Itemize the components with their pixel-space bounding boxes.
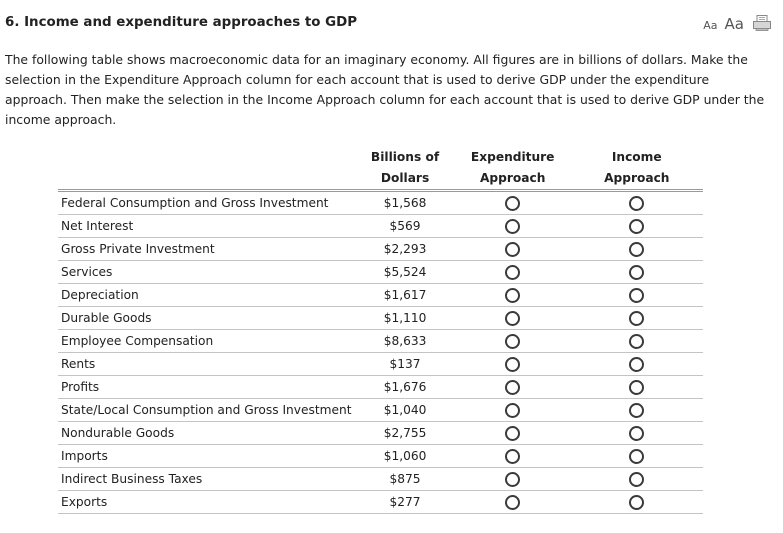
table-row xyxy=(58,307,703,330)
income-radio[interactable] xyxy=(629,403,644,418)
table-row xyxy=(58,445,703,468)
income-radio[interactable] xyxy=(629,196,644,211)
expenditure-radio[interactable] xyxy=(505,426,520,441)
expenditure-cell xyxy=(455,422,571,445)
income-cell xyxy=(571,307,703,330)
table-row xyxy=(58,284,703,307)
account-amount: $2,293 xyxy=(355,238,455,261)
table-row xyxy=(58,353,703,376)
account-amount: $5,524 xyxy=(355,261,455,284)
expenditure-radio[interactable] xyxy=(505,288,520,303)
account-amount: $2,755 xyxy=(355,422,455,445)
account-column-header xyxy=(58,168,355,191)
account-amount: $277 xyxy=(355,491,455,514)
account-amount: $1,110 xyxy=(355,307,455,330)
account-amount: $137 xyxy=(355,353,455,376)
account-column-header xyxy=(58,147,355,168)
income-cell xyxy=(571,399,703,422)
expenditure-radio[interactable] xyxy=(505,449,520,464)
income-radio[interactable] xyxy=(629,495,644,510)
account-name: Employee Compensation xyxy=(58,330,355,353)
income-column-header-line1: Income xyxy=(611,150,662,164)
expenditure-cell xyxy=(455,261,571,284)
account-name: Depreciation xyxy=(58,284,355,307)
expenditure-radio[interactable] xyxy=(505,334,520,349)
expenditure-column-header-line2: Approach xyxy=(455,168,571,191)
expenditure-radio[interactable] xyxy=(505,380,520,395)
table-header-row xyxy=(58,147,703,168)
table-row xyxy=(58,376,703,399)
income-cell xyxy=(571,238,703,261)
table-row xyxy=(58,491,703,514)
income-cell xyxy=(571,330,703,353)
font-controls xyxy=(703,13,771,33)
account-name: Imports xyxy=(58,445,355,468)
account-name: Profits xyxy=(58,376,355,399)
table-row xyxy=(58,399,703,422)
income-radio[interactable] xyxy=(629,472,644,487)
table-row xyxy=(58,422,703,445)
income-cell xyxy=(571,468,703,491)
income-cell xyxy=(571,491,703,514)
account-name: Exports xyxy=(58,491,355,514)
account-name: State/Local Consumption and Gross Investment xyxy=(58,399,355,422)
expenditure-radio[interactable] xyxy=(505,311,520,326)
account-amount: $1,617 xyxy=(355,284,455,307)
expenditure-radio[interactable] xyxy=(505,357,520,372)
printer-icon[interactable] xyxy=(753,15,771,31)
expenditure-radio[interactable] xyxy=(505,472,520,487)
account-amount: $875 xyxy=(355,468,455,491)
expenditure-cell xyxy=(455,238,571,261)
income-cell xyxy=(571,215,703,238)
expenditure-cell xyxy=(455,376,571,399)
expenditure-cell xyxy=(455,399,571,422)
income-radio[interactable] xyxy=(629,380,644,395)
font-size-small-button[interactable]: Aa xyxy=(703,19,718,32)
income-cell xyxy=(571,284,703,307)
table-row xyxy=(58,468,703,491)
question-instructions: The following table shows macroeconomic data for an imaginary economy. All figures are in billions of dollars. Make the selection in the Expenditure Approach column for each account that is used to derive GDP under the expenditure approach. Then make the selection in the Income Approach column for each account that is used to derive GDP under the income approach. xyxy=(5,52,765,127)
account-name: Durable Goods xyxy=(58,307,355,330)
expenditure-cell xyxy=(455,353,571,376)
expenditure-cell xyxy=(455,491,571,514)
expenditure-radio[interactable] xyxy=(505,196,520,211)
expenditure-radio[interactable] xyxy=(505,242,520,257)
expenditure-column-header-line1: Expenditure xyxy=(470,150,555,164)
income-cell xyxy=(571,261,703,284)
expenditure-cell xyxy=(455,191,571,215)
income-radio[interactable] xyxy=(629,426,644,441)
income-radio[interactable] xyxy=(629,311,644,326)
account-name: Federal Consumption and Gross Investment xyxy=(58,191,355,215)
font-size-large-button[interactable]: Aa xyxy=(724,15,744,33)
account-amount: $1,060 xyxy=(355,445,455,468)
amount-column-header-line2: Dollars xyxy=(355,168,455,191)
table-row xyxy=(58,261,703,284)
income-cell xyxy=(571,422,703,445)
income-column-header-line2: Approach xyxy=(571,168,703,191)
expenditure-cell xyxy=(455,468,571,491)
expenditure-cell xyxy=(455,215,571,238)
income-radio[interactable] xyxy=(629,357,644,372)
expenditure-radio[interactable] xyxy=(505,495,520,510)
expenditure-cell xyxy=(455,284,571,307)
account-name: Nondurable Goods xyxy=(58,422,355,445)
expenditure-radio[interactable] xyxy=(505,403,520,418)
income-radio[interactable] xyxy=(629,265,644,280)
account-name: Gross Private Investment xyxy=(58,238,355,261)
account-amount: $1,568 xyxy=(355,191,455,215)
account-amount: $569 xyxy=(355,215,455,238)
expenditure-cell xyxy=(455,330,571,353)
income-radio[interactable] xyxy=(629,242,644,257)
income-radio[interactable] xyxy=(629,288,644,303)
account-name: Rents xyxy=(58,353,355,376)
income-cell xyxy=(571,445,703,468)
expenditure-cell xyxy=(455,445,571,468)
account-amount: $1,676 xyxy=(355,376,455,399)
gdp-accounts-table xyxy=(58,147,703,514)
income-radio[interactable] xyxy=(629,219,644,234)
question-title: 6. Income and expenditure approaches to GDP xyxy=(5,15,358,30)
income-cell xyxy=(571,191,703,215)
expenditure-radio[interactable] xyxy=(505,219,520,234)
income-cell xyxy=(571,353,703,376)
expenditure-cell xyxy=(455,307,571,330)
account-name: Services xyxy=(58,261,355,284)
account-amount: $1,040 xyxy=(355,399,455,422)
table-row xyxy=(58,330,703,353)
income-radio[interactable] xyxy=(629,449,644,464)
table-row xyxy=(58,191,703,215)
table-header-row xyxy=(58,168,703,191)
amount-column-header-line1: Billions of xyxy=(370,150,440,164)
table-row xyxy=(58,215,703,238)
table-row xyxy=(58,238,703,261)
account-amount: $8,633 xyxy=(355,330,455,353)
income-radio[interactable] xyxy=(629,334,644,349)
account-name: Indirect Business Taxes xyxy=(58,468,355,491)
expenditure-radio[interactable] xyxy=(505,265,520,280)
account-name: Net Interest xyxy=(58,215,355,238)
income-cell xyxy=(571,376,703,399)
